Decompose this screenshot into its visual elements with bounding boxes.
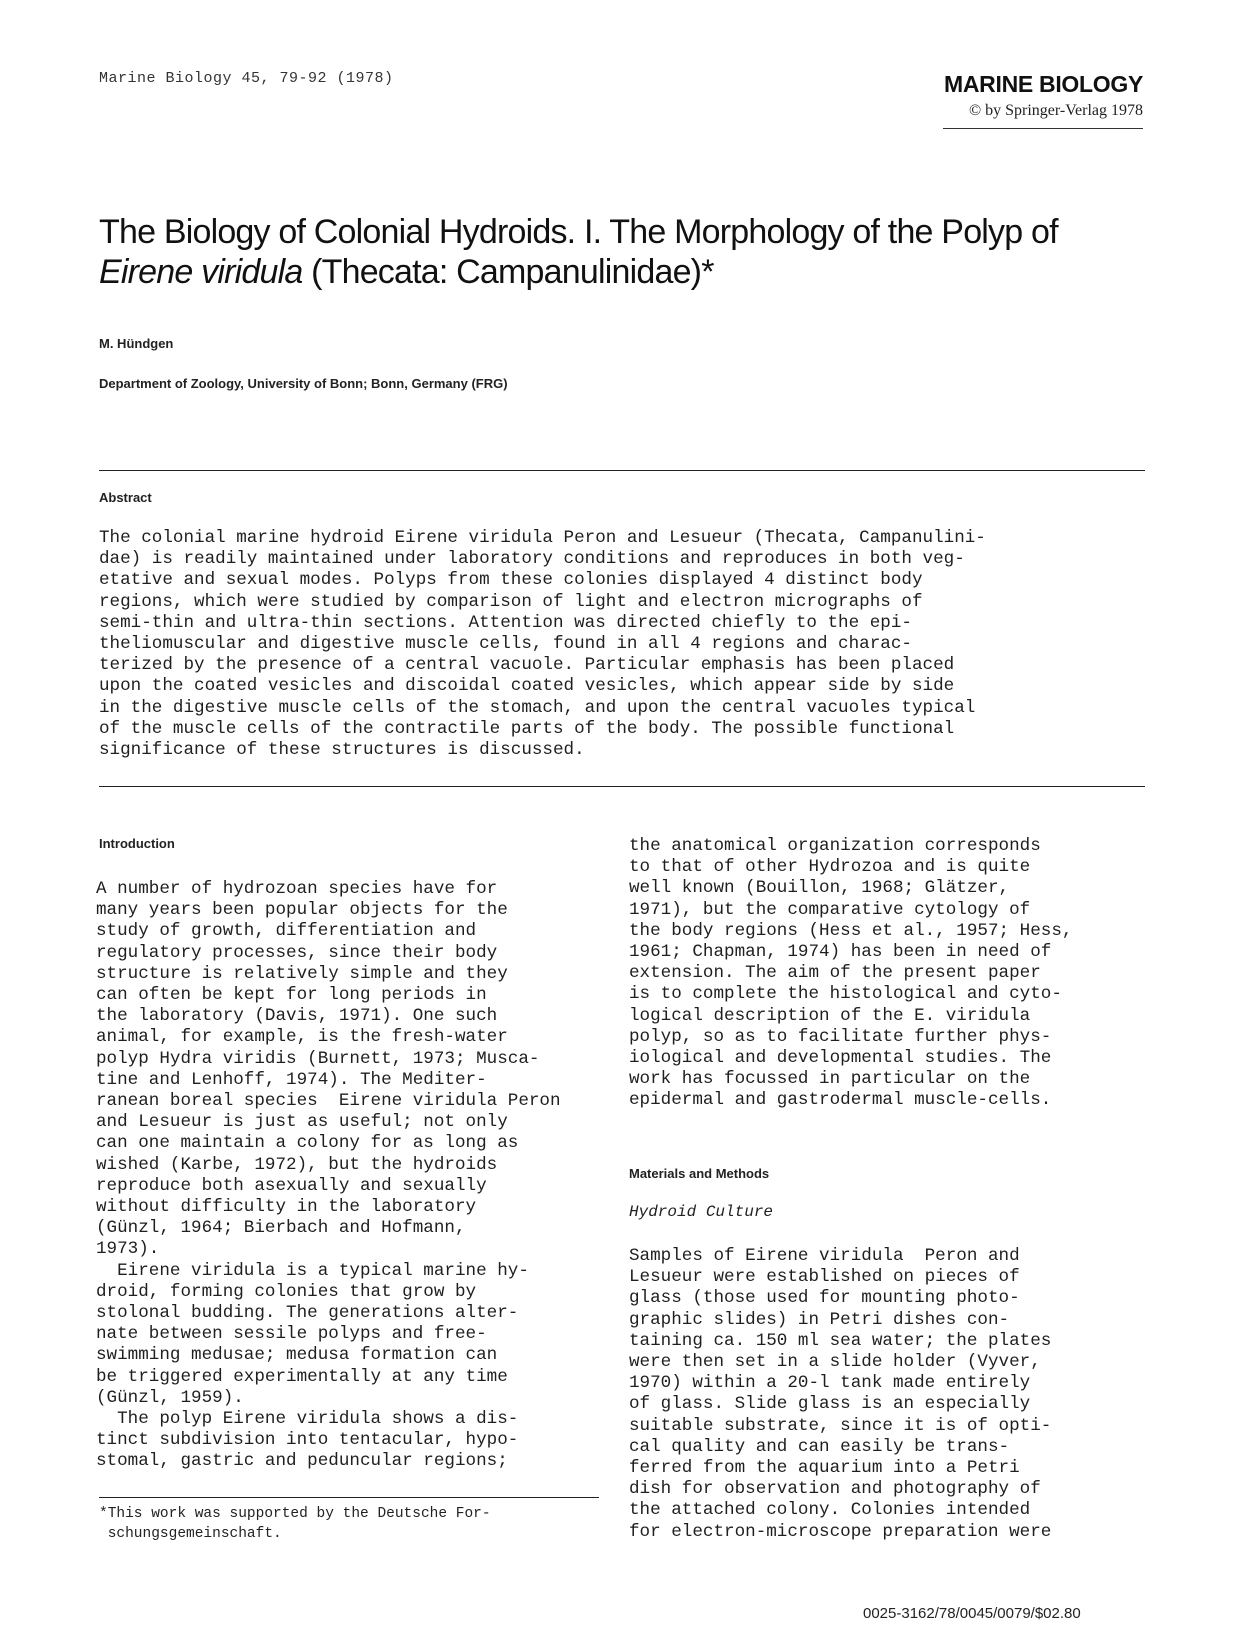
journal-citation: Marine Biology 45, 79-92 (1978) xyxy=(99,70,394,87)
issn-code: 0025-3162/78/0045/0079/$02.80 xyxy=(863,1605,1081,1622)
introduction-right-column: the anatomical organization corresponds to that of other Hydrozoa and is quite well known (Bouillon, 1968; Glätzer, 1971), but the comparative cytology of the body regions (Hess et al., 1957; Hess, 1961; Chapman, 1974) has been in need of extension. The aim of the present paper is to complete the histological and cyto- logical description of the E. viridula polyp, so as to facilitate further phys- iological and developmental studies. The work has focussed in particular on the epidermal and gastrodermal muscle-cells. xyxy=(629,836,1073,1111)
paper-title xyxy=(99,212,1149,292)
abstract-bottom-rule xyxy=(99,786,1145,787)
footnote: *This work was supported by the Deutsche For- schungsgemeinschaft. xyxy=(99,1506,491,1542)
introduction-left-column: A number of hydrozoan species have for many years been popular objects for the study of growth, differentiation and regulatory processes, since their body structure is relatively simple and they can often be kept for long periods in the laboratory (Davis, 1971). One such animal, for example, is the fresh-water polyp Hydra viridis (Burnett, 1973; Musca- tine and Lenhoff, 1974). The Mediter- ranean boreal species Eirene viridula Peron and Lesueur is just as useful; not only can one maintain a colony for as long as wished (Karbe, 1972), but the hydroids reproduce both asexually and sexually without difficulty in the laboratory (Günzl, 1964; Bierbach and Hofmann, 1973). Eirene viridula is a typical marine hy- droid, forming colonies that grow by stolonal budding. The generations alter- nate between sessile polyps and free- swimming medusae; medusa formation can be triggered experimentally at any time (Günzl, 1959). The polyp Eirene viridula shows a dis- tinct subdivision into tentacular, hypo- stomal, gastric and peduncular regions; xyxy=(96,879,561,1472)
title-species: Eirene viridula xyxy=(99,253,303,291)
footnote-rule xyxy=(99,1497,599,1498)
title-taxon: (Thecata: Campanulinidae)* xyxy=(302,253,714,291)
methods-subheading: Hydroid Culture xyxy=(629,1203,774,1221)
title-line-2 xyxy=(99,252,1149,292)
journal-name: MARINE BIOLOGY xyxy=(944,71,1143,97)
methods-heading: Materials and Methods xyxy=(629,1166,770,1181)
journal-copyright: © by Springer-Verlag 1978 xyxy=(968,102,1143,119)
abstract-heading: Abstract xyxy=(99,490,152,505)
abstract-top-rule xyxy=(99,470,1145,471)
title-line-1: The Biology of Colonial Hydroids. I. The Morphology of the Polyp of xyxy=(99,213,1058,251)
author-affiliation: Department of Zoology, University of Bonn; Bonn, Germany (FRG) xyxy=(99,376,508,391)
masthead-rule xyxy=(943,128,1143,129)
author-name: M. Hündgen xyxy=(99,336,174,351)
journal-masthead xyxy=(943,70,1143,122)
abstract-text: The colonial marine hydroid Eirene viridula Peron and Lesueur (Thecata, Campanulini- dae) is readily maintained under laboratory conditions and reproduces in both veg- etative and sexual modes. Polyps from these colonies displayed 4 distinct body regions, which were studied by comparison of light and electron micrographs of semi-thin and ultra-thin sections. Attention was directed chiefly to the epi- theliomuscular and digestive muscle cells, found in all 4 regions and charac- terized by the presence of a central vacuole. Particular emphasis has been placed upon the coated vesicles and discoidal coated vesicles, which appear side by side in the digestive muscle cells of the stomach, and upon the central vacuoles typical of the muscle cells of the contractile parts of the body. The possible functional significance of these structures is discussed. xyxy=(99,528,986,761)
introduction-heading: Introduction xyxy=(99,836,175,851)
methods-text: Samples of Eirene viridula Peron and Lesueur were established on pieces of glass (those used for mounting photo- graphic slides) in Petri dishes con- taining ca. 150 ml sea water; the plates were then set in a slide holder (Vyver, 1970) within a 20-l tank made entirely of glass. Slide glass is an especially suitable substrate, since it is of opti- cal quality and can easily be trans- ferred from the aquarium into a Petri dish for observation and photography of the attached colony. Colonies intended for electron-microscope preparation were xyxy=(629,1246,1052,1542)
